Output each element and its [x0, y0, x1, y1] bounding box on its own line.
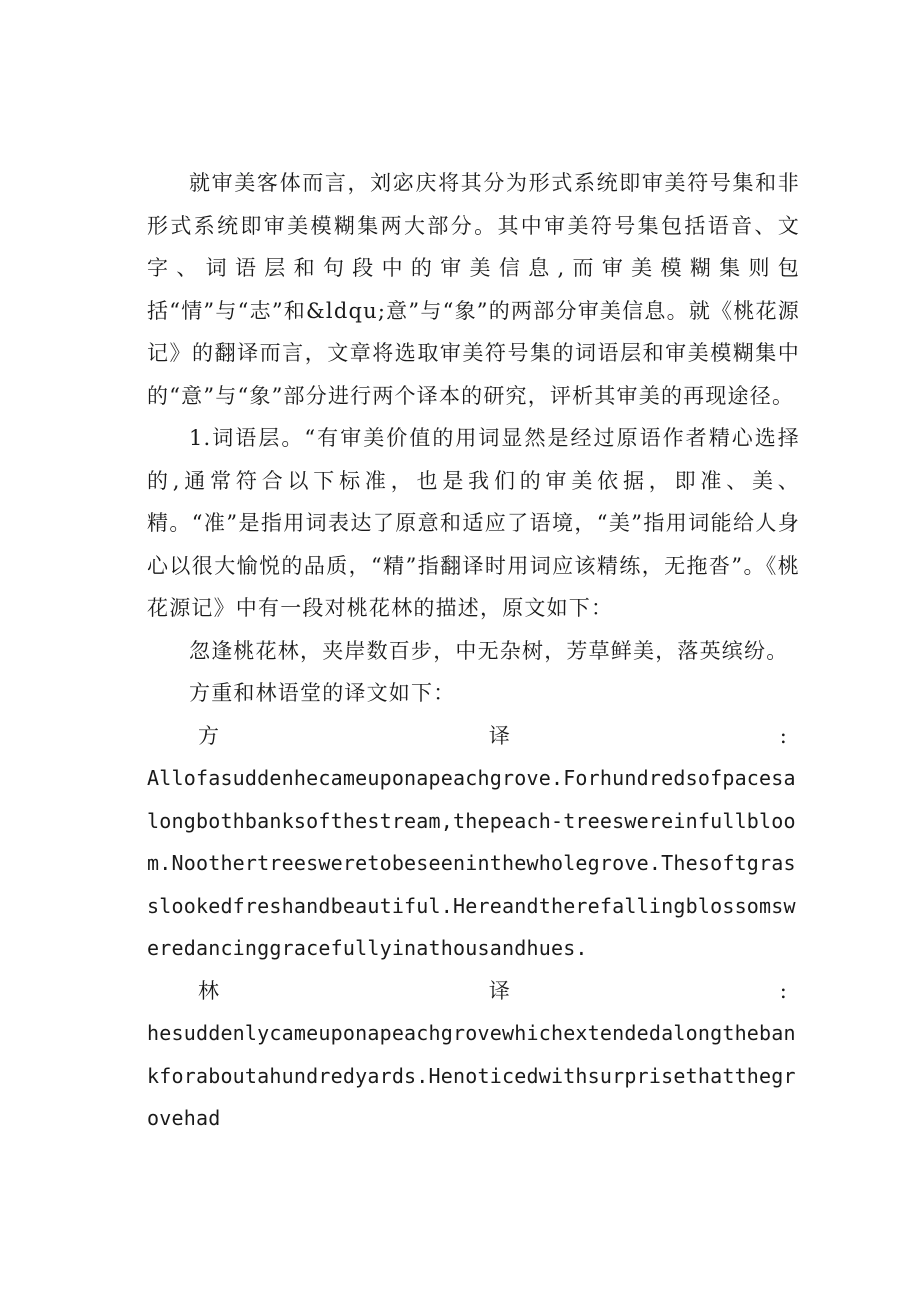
document-body [147, 162, 800, 1140]
fang-translation-label [147, 715, 800, 758]
original-text-quote: 忽逢桃花林，夹岸数百步，中无杂树，芳草鲜美，落英缤纷。 [189, 638, 789, 663]
lin-translation-text: hesuddenlycameuponapeachgrovewhichextendedalongthebankforaboutahundredyards.Henoticedwithsurprisethatthegrovehad [147, 1021, 796, 1130]
fang-label-surname: 方 [198, 723, 221, 748]
fang-label-translation: 译 [488, 723, 512, 748]
paragraph-aesthetic-object: 就审美客体而言，刘宓庆将其分为形式系统即审美符号集和非形式系统即审美模糊集两大部分。其中审美符号集包括语音、文字、词语层和句段中的审美信息,而审美模糊集则包括“情”与“志”和&ldqu;意”与“象”的两部分审美信息。就《桃花源记》的翻译而言，文章将选取审美符号集的词语层和审美模糊集中的“意”与“象”部分进行两个译本的研究，评析其审美的再现途径。 [147, 171, 800, 408]
lin-label-colon: : [779, 978, 788, 1003]
lin-label-surname: 林 [198, 978, 221, 1003]
lin-translation-label [147, 970, 800, 1013]
fang-label-colon: : [779, 723, 788, 748]
paragraph-word-level: 1.词语层。“有审美价值的用词显然是经过原语作者精心选择的,通常符合以下标准，也是我们的审美依据，即准、美、精。“准”是指用词表达了原意和适应了语境，“美”指用词能给人身心以很大愉悦的品质，“精”指翻译时用词应该精练，无拖沓”。《桃花源记》中有一段对桃花林的描述，原文如下： [147, 426, 800, 620]
translations-intro: 方重和林语堂的译文如下： [189, 681, 456, 705]
lin-label-translation: 译 [488, 978, 512, 1003]
fang-translation-text: Allofasuddenhecameuponapeachgrove.Forhundredsofpacesalongbothbanksofthestream,thepeach-treeswereinfullbloom.Noothertreesweretobeseeninthewholegrove.Thesoftgrasslookedfreshandbeautiful.Hereandtherefallingblossomsweredancinggracefullyinathousandhues. [147, 766, 796, 960]
